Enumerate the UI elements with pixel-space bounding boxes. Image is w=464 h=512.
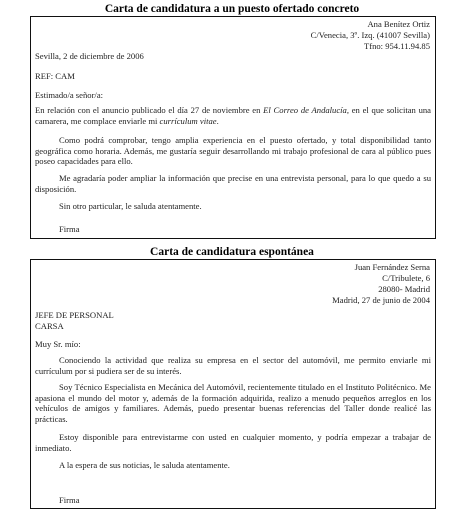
letter2-greeting: Muy Sr. mío: bbox=[35, 339, 81, 349]
letter2-recipient-company: CARSA bbox=[35, 321, 64, 331]
letter2-box bbox=[30, 259, 436, 509]
letter1-paragraph-2: Como podrá comprobar, tengo amplia experiencia en el puesto ofertado, y total disponibilidad tanto geográfica como horaria. Además, me gustaría seguir desarrollando mi trabajo profesional de cara al público pues poseo capacidades para ello. bbox=[35, 135, 431, 167]
letter2-paragraph-3: Estoy disponible para entrevistarme con usted en cualquier momento, y podría empezar a trabajar de inmediato. bbox=[35, 432, 431, 453]
letter2-paragraph-2: Soy Técnico Especialista en Mecánica del Automóvil, recientemente titulado en el Instituto Politécnico. Me apasiona el mundo del motor y, además de la formación adquirida, realizo a menudo pequeños arreglos en los vehículos de amigos y familiares. Además, puedo presentar buenas referencias del Taller donde realicé las prácticas. bbox=[35, 382, 431, 424]
letter1-paragraph-3: Me agradaría poder ampliar la información que precise en una entrevista personal, para lo que quedo a su disposición. bbox=[35, 173, 431, 194]
letter1-signature: Firma bbox=[59, 224, 80, 234]
letter2-signature: Firma bbox=[59, 495, 80, 505]
letter1-ref: REF: CAM bbox=[35, 71, 75, 81]
letter1-sender-name: Ana Benítez Ortiz bbox=[367, 19, 430, 29]
letter1-greeting: Estimado/a señor/a: bbox=[35, 90, 104, 100]
letter2-date: Madrid, 27 de junio de 2004 bbox=[332, 295, 430, 305]
letter1-date: Sevilla, 2 de diciembre de 2006 bbox=[35, 51, 144, 61]
letter1-sender-phone: Tfno: 954.11.94.85 bbox=[363, 41, 430, 51]
letter2-paragraph-1: Conociendo la actividad que realiza su empresa en el sector del automóvil, me permito enviarle mi currículum por si pudiera ser de su interés. bbox=[35, 355, 431, 376]
letter1-newspaper-name: El Correo de Andalucía bbox=[263, 105, 347, 115]
letter2-paragraph-4: A la espera de sus noticias, le saluda atentamente. bbox=[59, 460, 230, 470]
letter2-recipient-title: JEFE DE PERSONAL bbox=[35, 310, 114, 320]
letter1-cv-term: currículum vitae bbox=[159, 115, 217, 126]
letter1-p1-text-a: En relación con el anuncio publicado el día 27 de noviembre en bbox=[35, 105, 264, 115]
letter2-sender-city: 28080- Madrid bbox=[378, 284, 430, 294]
letter1-box bbox=[30, 16, 436, 239]
letter1-sender-address: C/Venecia, 3º. Izq. (41007 Sevilla) bbox=[310, 30, 430, 40]
letter2-sender-street: C/Tribulete, 6 bbox=[382, 273, 430, 283]
letter2-sender-name: Juan Fernández Serna bbox=[354, 262, 430, 272]
letter2-title: Carta de candidatura espontánea bbox=[150, 246, 314, 258]
letter1-title: Carta de candidatura a un puesto ofertado concreto bbox=[104, 3, 360, 15]
letter1-p1-text-b: , en el que solicitan una camarera, me complace enviarle mi bbox=[35, 105, 431, 126]
letter1-paragraph-1 bbox=[35, 105, 431, 126]
letter1-p1-text-c: . bbox=[216, 115, 219, 126]
letter1-paragraph-4: Sin otro particular, le saluda atentamente. bbox=[59, 201, 202, 211]
